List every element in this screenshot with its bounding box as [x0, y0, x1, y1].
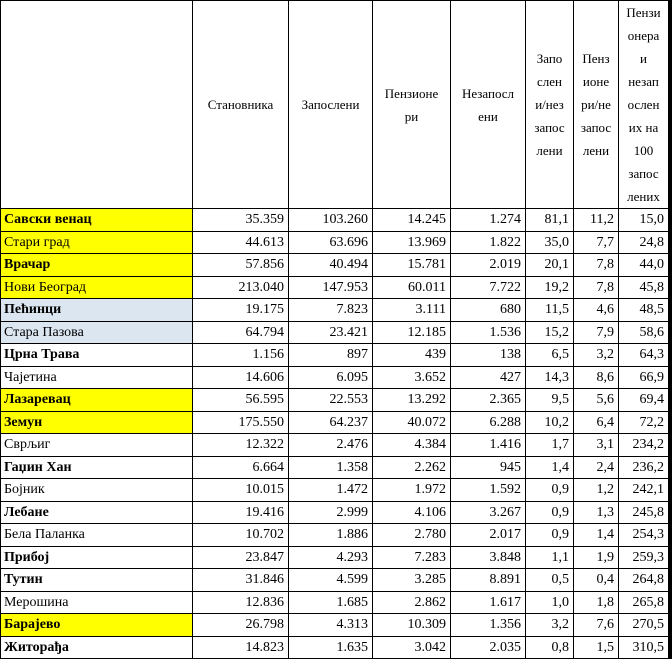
employed-per-unemployed-cell[interactable]: 14,3	[526, 366, 574, 389]
per-100-employed-cell[interactable]: 259,3	[619, 546, 669, 569]
header-employed-per-unemployed[interactable]: Запо слен и/нез запос лени	[526, 1, 574, 209]
row-name-cell[interactable]: Стара Пазова	[1, 321, 193, 344]
population-cell[interactable]: 64.794	[193, 321, 289, 344]
unemployed-cell[interactable]: 1.822	[451, 231, 526, 254]
pensioners-cell[interactable]: 3.652	[373, 366, 451, 389]
pensioners-per-unemployed-cell[interactable]: 8,6	[574, 366, 619, 389]
population-cell[interactable]: 10.015	[193, 479, 289, 502]
employed-per-unemployed-cell[interactable]: 3,2	[526, 614, 574, 637]
pensioners-per-unemployed-cell[interactable]: 7,9	[574, 321, 619, 344]
row-name-cell[interactable]: Гаџин Хан	[1, 456, 193, 479]
unemployed-cell[interactable]: 2.365	[451, 389, 526, 412]
per-100-employed-cell[interactable]: 64,3	[619, 344, 669, 367]
per-100-employed-cell[interactable]: 245,8	[619, 501, 669, 524]
row-name-cell[interactable]: Црна Трава	[1, 344, 193, 367]
employed-per-unemployed-cell[interactable]: 0,9	[526, 524, 574, 547]
employed-cell[interactable]: 40.494	[289, 254, 373, 277]
population-cell[interactable]: 6.664	[193, 456, 289, 479]
employed-cell[interactable]: 63.696	[289, 231, 373, 254]
pensioners-cell[interactable]: 439	[373, 344, 451, 367]
employed-per-unemployed-cell[interactable]: 15,2	[526, 321, 574, 344]
per-100-employed-cell[interactable]: 234,2	[619, 434, 669, 457]
employed-per-unemployed-cell[interactable]: 81,1	[526, 209, 574, 232]
unemployed-cell[interactable]: 680	[451, 299, 526, 322]
header-per-100-employed[interactable]: Пензи онера и незап ослен их на 100 запос лених	[619, 1, 669, 209]
row-name-cell[interactable]: Бојник	[1, 479, 193, 502]
unemployed-cell[interactable]: 1.617	[451, 591, 526, 614]
population-cell[interactable]: 12.322	[193, 434, 289, 457]
pensioners-cell[interactable]: 2.862	[373, 591, 451, 614]
row-name-cell[interactable]: Чајетина	[1, 366, 193, 389]
table-row	[1, 591, 669, 614]
pensioners-cell[interactable]: 40.072	[373, 411, 451, 434]
employed-cell[interactable]: 1.685	[289, 591, 373, 614]
row-name-cell[interactable]: Лазаревац	[1, 389, 193, 412]
per-100-employed-cell[interactable]: 15,0	[619, 209, 669, 232]
employed-per-unemployed-cell[interactable]: 0,9	[526, 479, 574, 502]
per-100-employed-cell[interactable]: 310,5	[619, 636, 669, 659]
population-cell[interactable]: 10.702	[193, 524, 289, 547]
pensioners-per-unemployed-cell[interactable]: 7,7	[574, 231, 619, 254]
employed-per-unemployed-cell[interactable]: 6,5	[526, 344, 574, 367]
table-row	[1, 299, 669, 322]
pensioners-per-unemployed-cell[interactable]: 7,8	[574, 276, 619, 299]
employed-cell[interactable]: 7.823	[289, 299, 373, 322]
row-name-cell[interactable]: Врачар	[1, 254, 193, 277]
employed-per-unemployed-cell[interactable]: 11,5	[526, 299, 574, 322]
employed-per-unemployed-cell[interactable]: 35,0	[526, 231, 574, 254]
header-row	[1, 1, 669, 209]
pensioners-per-unemployed-cell[interactable]: 4,6	[574, 299, 619, 322]
row-name-cell[interactable]: Бела Паланка	[1, 524, 193, 547]
unemployed-cell[interactable]: 7.722	[451, 276, 526, 299]
table-row	[1, 614, 669, 637]
pensioners-per-unemployed-cell[interactable]: 1,9	[574, 546, 619, 569]
table-row	[1, 411, 669, 434]
pensioners-cell[interactable]: 2.262	[373, 456, 451, 479]
population-cell[interactable]: 56.595	[193, 389, 289, 412]
pensioners-cell[interactable]: 2.780	[373, 524, 451, 547]
employed-cell[interactable]: 2.476	[289, 434, 373, 457]
population-cell[interactable]: 14.823	[193, 636, 289, 659]
table-body	[1, 209, 669, 659]
unemployed-cell[interactable]: 427	[451, 366, 526, 389]
per-100-employed-cell[interactable]: 264,8	[619, 569, 669, 592]
unemployed-cell[interactable]: 1.416	[451, 434, 526, 457]
table-row	[1, 276, 669, 299]
employed-per-unemployed-cell[interactable]: 20,1	[526, 254, 574, 277]
per-100-employed-cell[interactable]: 58,6	[619, 321, 669, 344]
employed-cell[interactable]: 64.237	[289, 411, 373, 434]
header-corner[interactable]	[1, 1, 193, 209]
table-row	[1, 456, 669, 479]
pensioners-cell[interactable]: 12.185	[373, 321, 451, 344]
pensioners-cell[interactable]: 14.245	[373, 209, 451, 232]
employed-cell[interactable]: 4.599	[289, 569, 373, 592]
pensioners-per-unemployed-cell[interactable]: 7,8	[574, 254, 619, 277]
table-row	[1, 254, 669, 277]
unemployed-cell[interactable]: 945	[451, 456, 526, 479]
header-unemployed[interactable]: Незапосл ени	[451, 1, 526, 209]
employed-cell[interactable]: 23.421	[289, 321, 373, 344]
pensioners-cell[interactable]: 13.292	[373, 389, 451, 412]
employed-cell[interactable]: 103.260	[289, 209, 373, 232]
pensioners-per-unemployed-cell[interactable]: 0,4	[574, 569, 619, 592]
table-row	[1, 231, 669, 254]
pensioners-cell[interactable]: 3.042	[373, 636, 451, 659]
per-100-employed-cell[interactable]: 72,2	[619, 411, 669, 434]
employed-per-unemployed-cell[interactable]: 10,2	[526, 411, 574, 434]
employed-per-unemployed-cell[interactable]: 0,5	[526, 569, 574, 592]
unemployed-cell[interactable]: 8.891	[451, 569, 526, 592]
unemployed-cell[interactable]: 1.592	[451, 479, 526, 502]
header-pensioners-per-unemployed[interactable]: Пенз ионе ри/не запос лени	[574, 1, 619, 209]
employed-per-unemployed-cell[interactable]: 19,2	[526, 276, 574, 299]
table-row	[1, 479, 669, 502]
table-row	[1, 389, 669, 412]
unemployed-cell[interactable]: 1.356	[451, 614, 526, 637]
table-row	[1, 209, 669, 232]
employed-cell[interactable]: 22.553	[289, 389, 373, 412]
pensioners-cell[interactable]: 4.106	[373, 501, 451, 524]
row-name-cell[interactable]: Земун	[1, 411, 193, 434]
population-cell[interactable]: 213.040	[193, 276, 289, 299]
table-row	[1, 546, 669, 569]
population-cell[interactable]: 31.846	[193, 569, 289, 592]
pensioners-per-unemployed-cell[interactable]: 1,3	[574, 501, 619, 524]
employed-per-unemployed-cell[interactable]: 1,7	[526, 434, 574, 457]
unemployed-cell[interactable]: 3.848	[451, 546, 526, 569]
table-row	[1, 569, 669, 592]
row-name-cell[interactable]: Стари град	[1, 231, 193, 254]
pensioners-per-unemployed-cell[interactable]: 1,5	[574, 636, 619, 659]
population-cell[interactable]: 44.613	[193, 231, 289, 254]
pensioners-per-unemployed-cell[interactable]: 11,2	[574, 209, 619, 232]
per-100-employed-cell[interactable]: 242,1	[619, 479, 669, 502]
per-100-employed-cell[interactable]: 45,8	[619, 276, 669, 299]
pensioners-per-unemployed-cell[interactable]: 1,2	[574, 479, 619, 502]
population-cell[interactable]: 19.175	[193, 299, 289, 322]
pensioners-per-unemployed-cell[interactable]: 6,4	[574, 411, 619, 434]
per-100-employed-cell[interactable]: 66,9	[619, 366, 669, 389]
population-cell[interactable]: 1.156	[193, 344, 289, 367]
table-row	[1, 321, 669, 344]
population-cell[interactable]: 19.416	[193, 501, 289, 524]
pensioners-cell[interactable]: 4.384	[373, 434, 451, 457]
row-name-cell[interactable]: Пећинци	[1, 299, 193, 322]
table-row	[1, 636, 669, 659]
employed-per-unemployed-cell[interactable]: 1,1	[526, 546, 574, 569]
row-name-cell[interactable]: Житорађа	[1, 636, 193, 659]
population-cell[interactable]: 23.847	[193, 546, 289, 569]
pensioners-per-unemployed-cell[interactable]: 3,1	[574, 434, 619, 457]
population-cell[interactable]: 57.856	[193, 254, 289, 277]
pensioners-per-unemployed-cell[interactable]: 7,6	[574, 614, 619, 637]
per-100-employed-cell[interactable]: 236,2	[619, 456, 669, 479]
pensioners-cell[interactable]: 3.285	[373, 569, 451, 592]
unemployed-cell[interactable]: 2.019	[451, 254, 526, 277]
pensioners-per-unemployed-cell[interactable]: 3,2	[574, 344, 619, 367]
header-population[interactable]: Становника	[193, 1, 289, 209]
table-row	[1, 366, 669, 389]
per-100-employed-cell[interactable]: 48,5	[619, 299, 669, 322]
employed-per-unemployed-cell[interactable]: 0,9	[526, 501, 574, 524]
employed-per-unemployed-cell[interactable]: 9,5	[526, 389, 574, 412]
pensioners-cell[interactable]: 3.111	[373, 299, 451, 322]
pensioners-per-unemployed-cell[interactable]: 5,6	[574, 389, 619, 412]
per-100-employed-cell[interactable]: 254,3	[619, 524, 669, 547]
per-100-employed-cell[interactable]: 44,0	[619, 254, 669, 277]
employed-cell[interactable]: 2.999	[289, 501, 373, 524]
pensioners-cell[interactable]: 60.011	[373, 276, 451, 299]
header-pensioners[interactable]: Пензионе ри	[373, 1, 451, 209]
unemployed-cell[interactable]: 1.274	[451, 209, 526, 232]
employed-cell[interactable]: 147.953	[289, 276, 373, 299]
unemployed-cell[interactable]: 2.017	[451, 524, 526, 547]
employed-cell[interactable]: 897	[289, 344, 373, 367]
row-name-cell[interactable]: Мерошина	[1, 591, 193, 614]
unemployed-cell[interactable]: 6.288	[451, 411, 526, 434]
row-name-cell[interactable]: Прибој	[1, 546, 193, 569]
row-name-cell[interactable]: Нови Београд	[1, 276, 193, 299]
table-row	[1, 501, 669, 524]
employed-per-unemployed-cell[interactable]: 1,0	[526, 591, 574, 614]
table-row	[1, 524, 669, 547]
pensioners-per-unemployed-cell[interactable]: 2,4	[574, 456, 619, 479]
table-row	[1, 344, 669, 367]
unemployed-cell[interactable]: 2.035	[451, 636, 526, 659]
pensioners-cell[interactable]: 10.309	[373, 614, 451, 637]
pensioners-cell[interactable]: 15.781	[373, 254, 451, 277]
unemployed-cell[interactable]: 1.536	[451, 321, 526, 344]
row-name-cell[interactable]: Сврљиг	[1, 434, 193, 457]
row-name-cell[interactable]: Савски венац	[1, 209, 193, 232]
population-cell[interactable]: 26.798	[193, 614, 289, 637]
employed-per-unemployed-cell[interactable]: 1,4	[526, 456, 574, 479]
employed-cell[interactable]: 4.293	[289, 546, 373, 569]
pensioners-cell[interactable]: 1.972	[373, 479, 451, 502]
population-cell[interactable]: 35.359	[193, 209, 289, 232]
pensioners-per-unemployed-cell[interactable]: 1,8	[574, 591, 619, 614]
employed-cell[interactable]: 4.313	[289, 614, 373, 637]
unemployed-cell[interactable]: 138	[451, 344, 526, 367]
per-100-employed-cell[interactable]: 24,8	[619, 231, 669, 254]
population-cell[interactable]: 12.836	[193, 591, 289, 614]
row-name-cell[interactable]: Тутин	[1, 569, 193, 592]
population-cell[interactable]: 175.550	[193, 411, 289, 434]
table-row	[1, 434, 669, 457]
employed-cell[interactable]: 1.358	[289, 456, 373, 479]
pensioners-per-unemployed-cell[interactable]: 1,4	[574, 524, 619, 547]
pensioners-cell[interactable]: 7.283	[373, 546, 451, 569]
per-100-employed-cell[interactable]: 270,5	[619, 614, 669, 637]
per-100-employed-cell[interactable]: 69,4	[619, 389, 669, 412]
header-employed[interactable]: Запослени	[289, 1, 373, 209]
row-name-cell[interactable]: Барајево	[1, 614, 193, 637]
row-name-cell[interactable]: Лебане	[1, 501, 193, 524]
population-cell[interactable]: 14.606	[193, 366, 289, 389]
per-100-employed-cell[interactable]: 265,8	[619, 591, 669, 614]
employed-cell[interactable]: 1.635	[289, 636, 373, 659]
unemployed-cell[interactable]: 3.267	[451, 501, 526, 524]
employed-cell[interactable]: 1.472	[289, 479, 373, 502]
pensioners-cell[interactable]: 13.969	[373, 231, 451, 254]
employed-cell[interactable]: 1.886	[289, 524, 373, 547]
employed-per-unemployed-cell[interactable]: 0,8	[526, 636, 574, 659]
employed-cell[interactable]: 6.095	[289, 366, 373, 389]
